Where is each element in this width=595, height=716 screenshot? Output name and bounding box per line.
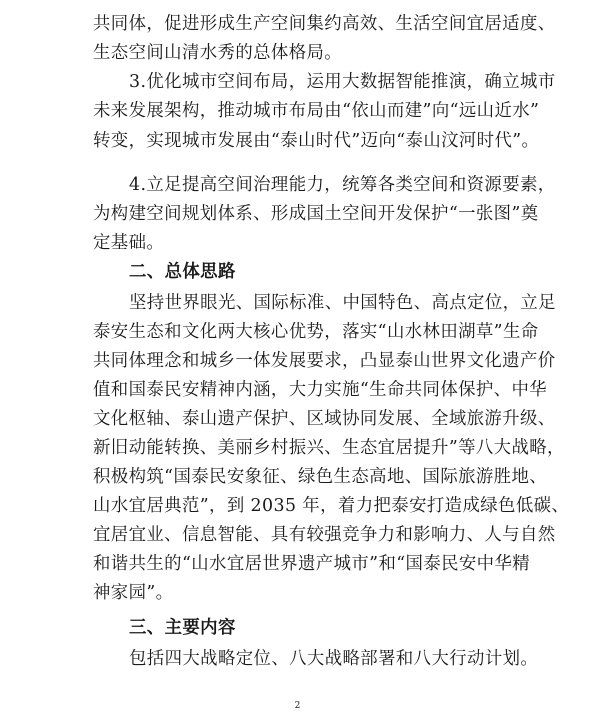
- text-line: 为构建空间规划体系、形成国土空间开发保护“一张图”奠: [93, 204, 539, 224]
- text-line: 包括四大战略定位、八大战略部署和八大行动计划。: [129, 649, 539, 669]
- text-line: 山水宜居典范”，到 2035 年，着力把泰安打造成绿色低碳、: [93, 496, 570, 516]
- text-line: 3.优化城市空间布局，运用大数据智能推演，确立城市: [129, 72, 556, 92]
- page-number: 2: [294, 701, 301, 711]
- text-line: 泰安生态和文化两大核心优势，落实“山水林田湖草”生命: [93, 322, 539, 342]
- section-heading: 三、主要内容: [129, 618, 236, 638]
- text-line: 未来发展架构，推动城市布局由“依山而建”向“远山近水”: [93, 101, 540, 121]
- text-line: 4.立足提高空间治理能力，统筹各类空间和资源要素，: [129, 175, 556, 195]
- text-line: 文化枢轴、泰山遗产保护、区域协同发展、全域旅游升级、: [93, 409, 556, 429]
- text-line: 坚持世界眼光、国际标准、中国特色、高点定位，立足: [129, 293, 556, 313]
- text-line: 转变，实现城市发展由“泰山时代”迈向“泰山汶河时代”。: [93, 131, 540, 151]
- text-line: 和谐共生的“山水宜居世界遗产城市”和“国泰民安中华精: [93, 554, 531, 574]
- text-line: 积极构筑“国泰民安象征、绿色生态高地、国际旅游胜地、: [93, 467, 548, 487]
- text-line: 共同体，促进形成生产空间集约高效、生活空间宜居适度、: [93, 14, 556, 34]
- text-line: 新旧动能转换、美丽乡村振兴、生态宜居提升”等八大战略，: [93, 438, 565, 458]
- text-line: 神家园”。: [93, 583, 174, 603]
- text-line: 生态空间山清水秀的总体格局。: [93, 43, 343, 63]
- text-line: 宜居宜业、信息智能、具有较强竞争力和影响力、人与自然: [93, 525, 556, 545]
- text-line: 共同体理念和城乡一体发展要求，凸显泰山世界文化遗产价: [93, 351, 556, 371]
- section-heading: 二、总体思路: [129, 262, 236, 282]
- text-line: 定基础。: [93, 233, 165, 253]
- text-line: 值和国泰民安精神内涵，大力实施“生命共同体保护、中华: [93, 380, 548, 400]
